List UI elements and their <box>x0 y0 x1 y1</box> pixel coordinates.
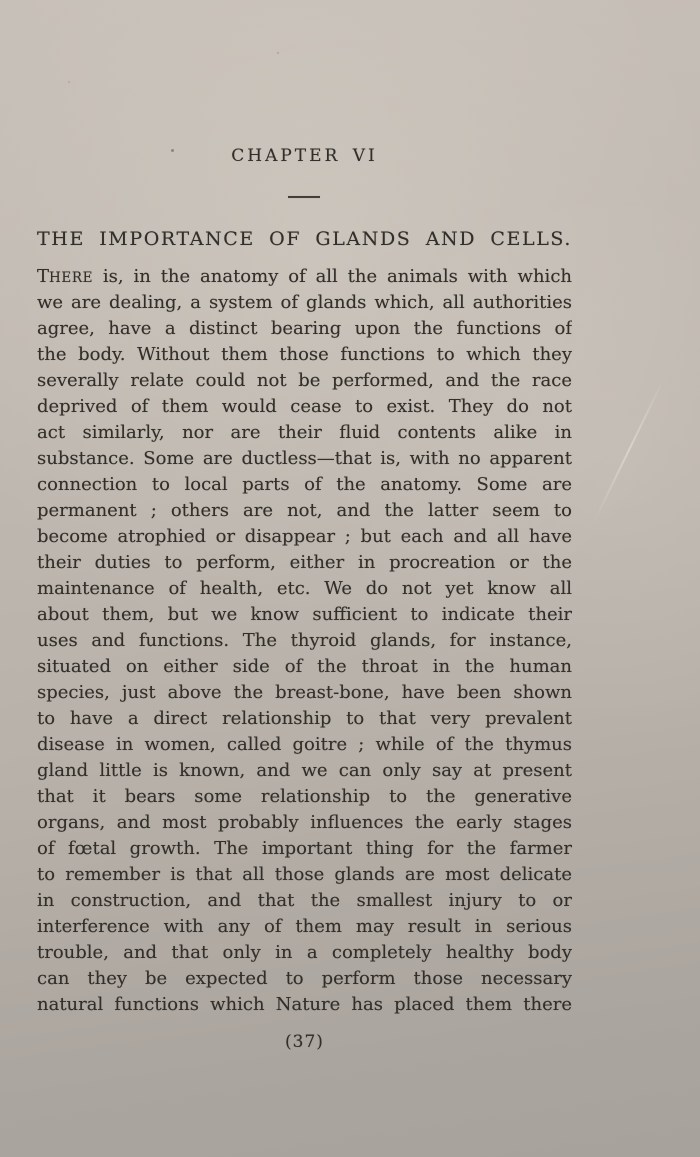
text-line: gland little is known, and we can only say at present <box>37 760 572 781</box>
lead-capital: T <box>37 266 50 287</box>
text-line: permanent ; others are not, and the latter seem to <box>37 500 572 521</box>
text-line: in construction, and that the smallest injury to or <box>37 890 572 911</box>
text-line: we are dealing, a system of glands which, all authorities <box>37 292 572 313</box>
paper-speck <box>171 149 174 152</box>
paper-speck <box>68 81 70 83</box>
text-line: can they be expected to perform those necessary <box>37 968 572 989</box>
chapter-heading: CHAPTER VI <box>231 146 378 166</box>
page-number: (37) <box>285 1032 324 1052</box>
text-line: disease in women, called goitre ; while of the thymus <box>37 734 572 755</box>
text-line: species, just above the breast-bone, have been shown <box>37 682 572 703</box>
text-line: maintenance of health, etc. We do not yet know all <box>37 578 572 599</box>
text-line: to have a direct relationship to that very prevalent <box>37 708 572 729</box>
text-line: situated on either side of the throat in the human <box>37 656 572 677</box>
body-paragraph <box>37 264 572 1018</box>
text-line: the body. Without them those functions to which they <box>37 344 572 365</box>
text-line: agree, have a distinct bearing upon the functions of <box>37 318 572 339</box>
first-line-text: is, in the anatomy of all the animals with which <box>93 266 572 287</box>
text-line: connection to local parts of the anatomy. Some are <box>37 474 572 495</box>
text-line: their duties to perform, either in procreation or the <box>37 552 572 573</box>
text-line: to remember is that all those glands are most delicate <box>37 864 572 885</box>
text-line: of fœtal growth. The important thing for the farmer <box>37 838 572 859</box>
text-line: about them, but we know sufficient to indicate their <box>37 604 572 625</box>
section-title: THE IMPORTANCE OF GLANDS AND CELLS. <box>37 228 572 250</box>
text-line: that it bears some relationship to the generative <box>37 786 572 807</box>
text-line: organs, and most probably influences the early stages <box>37 812 572 833</box>
text-line: severally relate could not be performed, and the race <box>37 370 572 391</box>
text-line: uses and functions. The thyroid glands, for instance, <box>37 630 572 651</box>
text-line: act similarly, nor are their fluid contents alike in <box>37 422 572 443</box>
section-divider-rule <box>288 196 320 198</box>
text-line: become atrophied or disappear ; but each and all have <box>37 526 572 547</box>
text-line: substance. Some are ductless—that is, with no apparent <box>37 448 572 469</box>
text-line: trouble, and that only in a completely healthy body <box>37 942 572 963</box>
lead-small-caps: HERE <box>49 270 94 286</box>
paper-speck <box>277 52 279 54</box>
text-line: natural functions which Nature has placed them there <box>37 994 572 1015</box>
text-line: interference with any of them may result in serious <box>37 916 572 937</box>
page-crease <box>593 378 665 523</box>
text-line: deprived of them would cease to exist. They do not <box>37 396 572 417</box>
text-line-first <box>37 264 572 290</box>
paragraph-lines <box>37 290 572 1018</box>
